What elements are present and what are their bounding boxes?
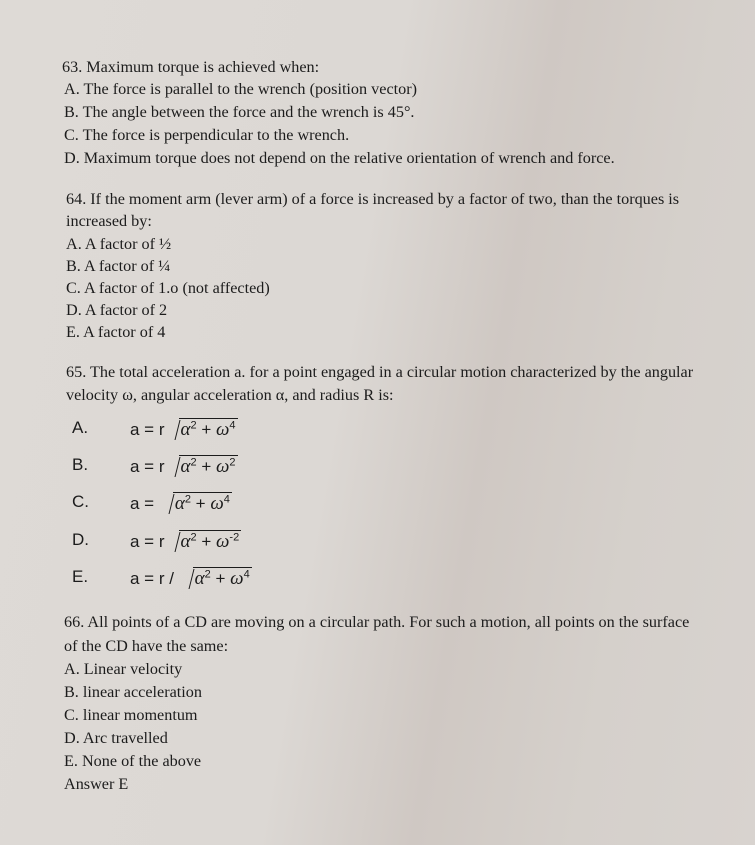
plus: + [210, 569, 231, 588]
exponent: 2 [190, 456, 197, 469]
omega: ω [215, 456, 230, 477]
exponent: 2 [190, 531, 197, 544]
omega: ω [210, 493, 224, 514]
option-label: A. [72, 418, 89, 437]
option-d: D. A factor of 2 [66, 301, 168, 319]
alpha: α [180, 531, 191, 552]
option-e [72, 567, 372, 593]
question-stem: 63. Maximum torque is achieved when: [62, 58, 320, 76]
option-b: B. The angle between the force and the wrench is 45°. [64, 103, 415, 121]
exponent: 4 [223, 493, 230, 506]
option-c: C. A factor of 1.o (not affected) [66, 279, 270, 297]
formula [130, 418, 238, 441]
option-b: B. A factor of ¼ [66, 257, 171, 275]
question-stem-line-1: 66. All points of a CD are moving on a circular path. For such a motion, all points on the surface [64, 613, 690, 631]
option-e: E. A factor of 4 [66, 323, 166, 341]
option-a: A. A factor of ½ [66, 235, 172, 253]
plus: + [196, 420, 216, 439]
option-e: E. None of the above [64, 752, 202, 770]
question-stem-line-2: of the CD have the same: [64, 637, 229, 655]
question-stem-line-2: increased by: [66, 212, 152, 230]
plus: + [196, 457, 216, 476]
omega: ω [215, 531, 230, 552]
omega: ω [230, 568, 244, 589]
option-a: A. Linear velocity [64, 660, 183, 678]
formula-lhs: a = [130, 494, 159, 513]
omega: ω [215, 419, 230, 440]
option-a [72, 418, 372, 444]
option-label: B. [72, 455, 89, 474]
question-stem-line-2: velocity ω, angular acceleration α, and radius R is: [66, 386, 394, 404]
plus: + [196, 532, 216, 551]
exponent: 2 [229, 456, 236, 469]
formula-lhs: a = r [130, 420, 165, 439]
exponent: 2 [184, 493, 191, 506]
option-b: B. linear acceleration [64, 683, 202, 701]
answer-text: Answer E [64, 775, 129, 793]
option-c: C. linear momentum [64, 706, 198, 724]
exponent: 2 [204, 568, 211, 581]
plus: + [190, 494, 211, 513]
alpha: α [180, 456, 191, 477]
alpha: α [194, 568, 205, 589]
option-label: C. [72, 492, 89, 511]
question-stem-line-1: 65. The total acceleration a. for a point engaged in a circular motion characterized by the angular [66, 363, 694, 381]
formula-lhs: a = r [130, 532, 165, 551]
option-label: D. [72, 530, 89, 549]
formula-lhs: a = r / [130, 569, 179, 588]
sqrt-symbol [165, 418, 238, 441]
exponent: 2 [190, 419, 197, 432]
formula [130, 492, 232, 515]
sqrt-symbol [165, 530, 242, 553]
sqrt-symbol [159, 492, 232, 515]
option-label: E. [72, 567, 89, 586]
alpha: α [180, 419, 191, 440]
exponent: 4 [229, 419, 236, 432]
formula-lhs: a = r [130, 457, 165, 476]
formula [130, 530, 241, 553]
option-d: D. Maximum torque does not depend on the relative orientation of wrench and force. [64, 149, 615, 167]
sqrt-symbol [179, 567, 252, 590]
question-stem-line-1: 64. If the moment arm (lever arm) of a force is increased by a factor of two, than the torques is [66, 190, 680, 208]
formula [130, 567, 252, 590]
sqrt-symbol [165, 455, 238, 478]
option-a: A. The force is parallel to the wrench (position vector) [64, 80, 418, 98]
option-c [72, 492, 372, 518]
option-c: C. The force is perpendicular to the wrench. [64, 126, 350, 144]
option-b [72, 455, 372, 481]
option-d: D. Arc travelled [64, 729, 168, 747]
exponent: -2 [229, 531, 240, 544]
alpha: α [174, 493, 185, 514]
option-d [72, 530, 372, 556]
exponent: 4 [243, 568, 250, 581]
formula [130, 455, 238, 478]
